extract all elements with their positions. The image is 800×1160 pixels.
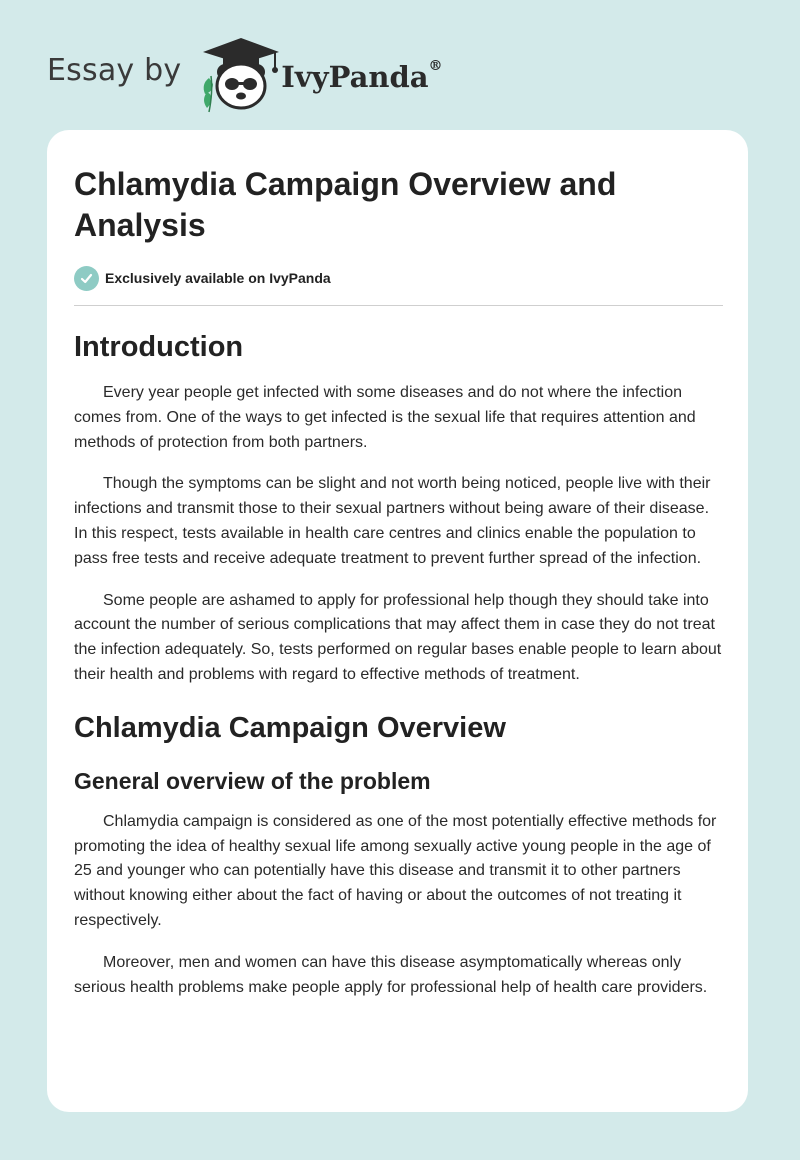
article-title: Chlamydia Campaign Overview and Analysis bbox=[74, 166, 617, 243]
paragraph: Chlamydia campaign is considered as one of the most potentially effective methods for promoting the idea of healthy sexual life among sexually active young people in the age of 25 and younger who can potentially have this disease and transmit it to other partners without knowing either about the fact of having or about the outcomes of not treating it respectively. bbox=[74, 812, 717, 929]
article-card bbox=[47, 130, 748, 1112]
essay-by-label: Essay by bbox=[47, 52, 182, 88]
paragraph: Every year people get infected with some diseases and do not where the infection comes from. One of the ways to get infected is the sexual life that requires attention and methods of protection from both partners. bbox=[74, 384, 696, 451]
title-divider bbox=[74, 305, 723, 306]
brand-name[interactable]: IvyPanda® bbox=[281, 58, 443, 94]
paragraph: Moreover, men and women can have this disease asymptomatically whereas only serious health problems make people apply for professional help of health care providers. bbox=[74, 953, 708, 996]
paragraph: Though the symptoms can be slight and not worth being noticed, people live with their infections and transmit those to their sexual partners without being aware of their disease. In this respect, tests available in health care centres and clinics enable the population to pass free tests and receive adequate treatment to prevent further spread of the infection. bbox=[74, 475, 711, 567]
site-header bbox=[47, 34, 507, 114]
section-heading-introduction: Introduction bbox=[74, 331, 244, 363]
exclusive-badge bbox=[74, 264, 722, 292]
checkmark-icon bbox=[74, 266, 99, 291]
paragraph: Some people are ashamed to apply for professional help though they should take into account the number of serious complications that may affect them in case they do not treat the infection adequately. So, tests performed on regular bases enable people to learn about their health and problems with regard to effective methods of treatment. bbox=[74, 591, 722, 683]
ivypanda-logo-icon[interactable] bbox=[195, 34, 287, 114]
section-heading-campaign-overview: Chlamydia Campaign Overview bbox=[74, 711, 506, 744]
subsection-heading-general-overview: General overview of the problem bbox=[74, 767, 431, 794]
exclusive-label: Exclusively available on IvyPanda bbox=[105, 270, 331, 286]
trademark-symbol: ® bbox=[428, 58, 443, 74]
